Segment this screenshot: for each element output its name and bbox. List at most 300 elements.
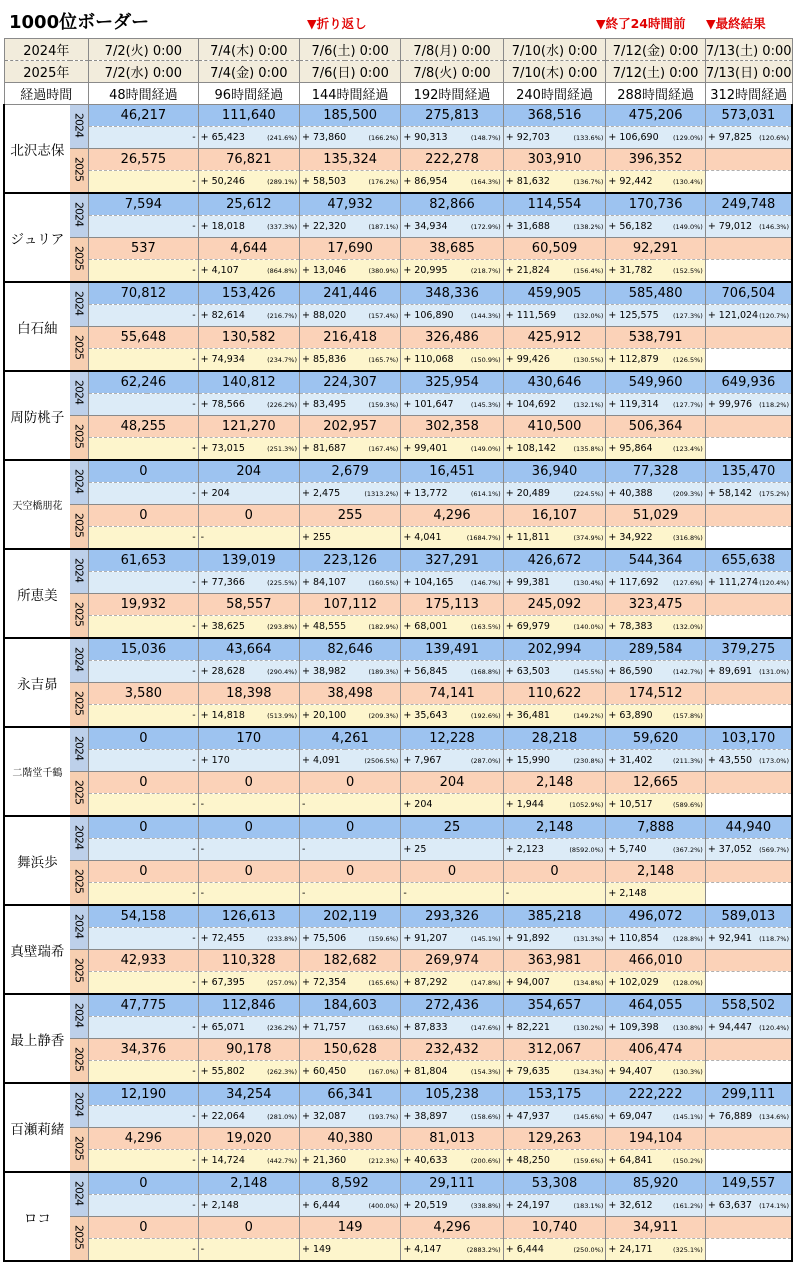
delta-content [302, 438, 398, 459]
delta-cell [606, 972, 705, 995]
delta-content [506, 216, 604, 237]
value-cell: 368,516 [503, 105, 606, 127]
delta-cell [198, 750, 299, 772]
delta-cell [705, 705, 792, 728]
value-cell: 354,657 [503, 994, 606, 1017]
delta-cell [299, 750, 400, 772]
delta-percent: (127.7%) [672, 400, 703, 409]
delta-row [4, 216, 792, 238]
delta-content [608, 527, 702, 548]
value-cell [705, 1217, 792, 1239]
delta-content [708, 1106, 789, 1127]
delta-amount: + 14,724 [200, 1155, 245, 1166]
value-cell: 105,238 [401, 1083, 503, 1106]
delta-dash: - [192, 710, 196, 721]
delta-content [201, 705, 297, 726]
delta-content [506, 928, 604, 949]
delta-amount: + 82,221 [505, 1022, 550, 1033]
delta-amount: + 21,824 [505, 265, 550, 276]
delta-cell [299, 972, 400, 995]
delta-row [4, 928, 792, 950]
value-cell: 3,580 [89, 683, 199, 705]
delta-cell [198, 572, 299, 594]
delta-content [302, 794, 398, 815]
value-cell: 44,940 [705, 816, 792, 839]
value-cell: 170 [198, 727, 299, 750]
delta-cell [89, 750, 199, 772]
delta-percent: (287.0%) [470, 756, 501, 765]
delta-cell [705, 349, 792, 372]
delta-content [91, 1061, 196, 1082]
year-text: 2024 [72, 291, 86, 315]
delta-content [608, 616, 702, 637]
delta-amount: + 58,142 [707, 488, 753, 499]
value-cell: 107,112 [299, 594, 400, 616]
delta-dash: - [192, 888, 196, 899]
delta-cell [401, 1239, 503, 1262]
delta-content [608, 483, 702, 504]
delta-cell [89, 1061, 199, 1084]
delta-percent: (131.0%) [759, 667, 789, 676]
delta-content [201, 1150, 297, 1171]
delta-amount: + 56,845 [403, 666, 448, 677]
value-cell: 379,275 [705, 638, 792, 661]
value-cell: 706,504 [705, 282, 792, 305]
delta-amount: + 204 [200, 488, 230, 499]
delta-amount: + 73,860 [301, 132, 347, 143]
header-cell: 7/10(水) 0:00 [503, 39, 606, 61]
delta-content [403, 1106, 500, 1127]
delta-cell [606, 527, 705, 550]
delta-percent: (224.5%) [573, 489, 604, 498]
delta-content [91, 349, 196, 370]
delta-content [506, 1150, 604, 1171]
row-label: 経過時間 [4, 83, 89, 105]
year-label [70, 549, 89, 594]
idol-name: 真壁瑞希 [4, 905, 70, 994]
value-cell: 506,364 [606, 416, 705, 438]
delta-amount: + 86,954 [403, 176, 448, 187]
value-cell: 46,217 [89, 105, 199, 127]
delta-cell [606, 616, 705, 639]
delta-percent: (8592.0%) [569, 845, 604, 854]
delta-content [302, 127, 398, 148]
delta-content [708, 572, 789, 593]
delta-percent: (167.4%) [368, 444, 399, 453]
delta-content [201, 1195, 297, 1216]
value-cell: 54,158 [89, 905, 199, 928]
delta-amount: + 4,107 [200, 265, 239, 276]
delta-amount: + 25 [403, 844, 427, 855]
value-cell: 36,940 [503, 460, 606, 483]
delta-percent: (589.6%) [672, 800, 703, 809]
value-cell: 34,376 [89, 1039, 199, 1061]
delta-amount: + 99,426 [505, 354, 550, 365]
delta-percent: (174.1%) [759, 1201, 789, 1210]
delta-content [403, 394, 500, 415]
delta-content [506, 394, 604, 415]
delta-content [91, 839, 196, 860]
delta-percent: (380.9%) [368, 266, 399, 275]
value-cell: 194,104 [606, 1128, 705, 1150]
value-cell: 47,775 [89, 994, 199, 1017]
delta-amount: + 31,782 [608, 265, 653, 276]
row-label: 2024年 [4, 39, 89, 61]
delta-content [91, 616, 196, 637]
delta-cell [89, 572, 199, 594]
delta-amount: + 38,982 [301, 666, 347, 677]
delta-content [708, 171, 789, 192]
header-row-elapsed [4, 83, 792, 105]
value-cell: 426,672 [503, 549, 606, 572]
delta-amount: + 95,864 [608, 443, 653, 454]
delta-cell [89, 1150, 199, 1173]
delta-content [201, 171, 297, 192]
year-text: 2024 [72, 1092, 86, 1116]
delta-row [4, 438, 792, 461]
delta-content [403, 750, 500, 771]
delta-percent: (150.9%) [470, 355, 501, 364]
delta-cell [606, 483, 705, 505]
delta-amount: + 110,068 [403, 354, 454, 365]
delta-percent: (136.7%) [573, 177, 604, 186]
delta-amount: + 74,934 [200, 354, 245, 365]
delta-percent: (209.3%) [672, 489, 703, 498]
delta-cell [705, 616, 792, 639]
delta-cell [299, 260, 400, 283]
delta-row [4, 483, 792, 505]
header-cell: 7/2(水) 0:00 [89, 61, 199, 83]
delta-percent: (614.1%) [470, 489, 501, 498]
delta-content [403, 1017, 500, 1038]
delta-row [4, 661, 792, 683]
delta-amount: + 50,246 [200, 176, 245, 187]
delta-cell [198, 1195, 299, 1217]
value-cell: 549,960 [606, 371, 705, 394]
year-label [70, 594, 89, 639]
delta-cell [89, 883, 199, 906]
year-label [70, 1172, 89, 1217]
value-cell: 25 [401, 816, 503, 839]
header-cell: 7/13(土) 0:00 [705, 39, 792, 61]
delta-percent: (130.4%) [573, 578, 604, 587]
delta-amount: + 20,995 [403, 265, 448, 276]
delta-cell [89, 1106, 199, 1128]
value-cell: 62,246 [89, 371, 199, 394]
delta-content [91, 572, 196, 593]
delta-percent: (130.4%) [672, 177, 703, 186]
delta-content [91, 794, 196, 815]
delta-cell [401, 794, 503, 817]
delta-percent: (145.3%) [470, 400, 501, 409]
delta-content [608, 216, 702, 237]
delta-cell [503, 1150, 606, 1173]
delta-percent: (212.3%) [368, 1156, 399, 1165]
value-cell: 363,981 [503, 950, 606, 972]
delta-amount: + 65,071 [200, 1022, 245, 1033]
delta-amount: + 65,423 [200, 132, 245, 143]
delta-amount: + 55,802 [200, 1066, 245, 1077]
delta-amount: + 14,818 [200, 710, 245, 721]
delta-percent: (159.6%) [368, 934, 399, 943]
delta-content [608, 883, 702, 904]
delta-amount: + 38,625 [200, 621, 245, 632]
delta-amount: + 13,772 [403, 488, 448, 499]
year-label [70, 105, 89, 149]
header-cell: 7/6(日) 0:00 [299, 61, 400, 83]
delta-amount: + 94,447 [707, 1022, 753, 1033]
delta-cell [705, 661, 792, 683]
delta-content [708, 1239, 789, 1260]
delta-content [201, 750, 297, 771]
delta-percent: (120.4%) [759, 578, 789, 587]
value-cell: 129,263 [503, 1128, 606, 1150]
delta-amount: + 43,550 [707, 755, 753, 766]
delta-cell [503, 1106, 606, 1128]
delta-content [608, 1106, 702, 1127]
value-row [4, 1083, 792, 1106]
value-cell: 0 [89, 1172, 199, 1195]
delta-cell [401, 171, 503, 194]
delta-content [608, 1150, 702, 1171]
delta-percent: (257.0%) [267, 978, 297, 987]
delta-percent: (290.4%) [267, 667, 297, 676]
delta-percent: (230.8%) [573, 756, 604, 765]
year-text: 2025 [72, 335, 86, 359]
value-cell: 60,509 [503, 238, 606, 260]
delta-content [403, 260, 500, 281]
delta-amount: + 112,879 [608, 354, 659, 365]
delta-cell [401, 349, 503, 372]
delta-content [302, 705, 398, 726]
delta-amount: - [301, 888, 306, 899]
year-text: 2025 [72, 424, 86, 448]
delta-percent: (250.0%) [573, 1245, 604, 1254]
delta-content [708, 127, 789, 148]
delta-percent: (442.7%) [267, 1156, 297, 1165]
value-cell: 92,291 [606, 238, 705, 260]
year-label [70, 1128, 89, 1173]
delta-content [302, 260, 398, 281]
delta-percent: (132.0%) [573, 311, 604, 320]
delta-cell [89, 972, 199, 995]
value-cell: 153,175 [503, 1083, 606, 1106]
delta-amount: + 21,360 [301, 1155, 347, 1166]
header-cell: 7/4(金) 0:00 [198, 61, 299, 83]
delta-cell [89, 349, 199, 372]
year-text: 2025 [72, 246, 86, 270]
delta-cell [606, 216, 705, 238]
value-row [4, 905, 792, 928]
delta-content [201, 616, 297, 637]
delta-content [608, 127, 702, 148]
delta-percent: (156.4%) [573, 266, 604, 275]
delta-dash: - [192, 1155, 196, 1166]
value-cell: 4,296 [401, 505, 503, 527]
delta-cell [705, 527, 792, 550]
delta-content [91, 972, 196, 993]
delta-cell [401, 661, 503, 683]
value-cell: 293,326 [401, 905, 503, 928]
delta-amount: + 121,024 [707, 310, 759, 321]
value-row [4, 327, 792, 349]
delta-content [708, 616, 789, 637]
delta-dash: - [192, 399, 196, 410]
delta-content [506, 616, 604, 637]
delta-cell [503, 972, 606, 995]
delta-content [403, 349, 500, 370]
delta-content [708, 839, 789, 860]
delta-cell [89, 839, 199, 861]
delta-content [403, 305, 500, 326]
delta-amount: + 4,147 [403, 1244, 442, 1255]
delta-amount: + 76,889 [707, 1111, 753, 1122]
delta-percent: (157.8%) [672, 711, 703, 720]
value-cell [705, 950, 792, 972]
delta-content [506, 572, 604, 593]
delta-content [506, 527, 604, 548]
value-cell: 182,682 [299, 950, 400, 972]
delta-percent: (150.2%) [672, 1156, 703, 1165]
delta-amount: + 63,637 [707, 1200, 753, 1211]
delta-content [708, 794, 789, 815]
delta-amount: + 72,354 [301, 977, 347, 988]
delta-content [708, 705, 789, 726]
delta-content [708, 483, 789, 504]
delta-percent: (192.6%) [470, 711, 501, 720]
value-cell: 110,622 [503, 683, 606, 705]
delta-content [403, 883, 500, 904]
delta-cell [198, 216, 299, 238]
delta-cell [606, 305, 705, 327]
delta-percent: (1684.7%) [466, 533, 501, 542]
delta-amount: + 72,455 [200, 933, 245, 944]
value-cell: 130,582 [198, 327, 299, 349]
delta-cell [89, 394, 199, 416]
value-cell [705, 238, 792, 260]
delta-content [608, 438, 702, 459]
delta-amount: + 87,833 [403, 1022, 448, 1033]
delta-row [4, 972, 792, 995]
value-cell: 170,736 [606, 193, 705, 216]
value-cell: 135,324 [299, 149, 400, 171]
value-cell: 81,013 [401, 1128, 503, 1150]
delta-percent: (864.8%) [267, 266, 297, 275]
delta-percent: (165.7%) [368, 355, 399, 364]
delta-dash: - [192, 532, 196, 543]
value-cell: 43,664 [198, 638, 299, 661]
delta-cell [299, 127, 400, 149]
delta-percent: (131.3%) [573, 934, 604, 943]
border-table [3, 38, 793, 1262]
value-cell: 18,398 [198, 683, 299, 705]
delta-amount: + 149 [301, 1244, 332, 1255]
delta-content [608, 705, 702, 726]
delta-row [4, 616, 792, 639]
year-text: 2025 [72, 780, 86, 804]
delta-percent: (234.7%) [267, 355, 297, 364]
delta-content [608, 1195, 702, 1216]
delta-percent: (147.6%) [470, 1023, 501, 1032]
delta-row [4, 1017, 792, 1039]
delta-cell [89, 661, 199, 683]
value-cell: 406,474 [606, 1039, 705, 1061]
delta-content [201, 839, 297, 860]
delta-cell [705, 171, 792, 194]
delta-cell [198, 483, 299, 505]
year-label [70, 1083, 89, 1128]
delta-percent: (145.5%) [573, 667, 604, 676]
delta-content [708, 928, 789, 949]
value-cell: 4,261 [299, 727, 400, 750]
page-header [0, 0, 793, 36]
value-cell [705, 327, 792, 349]
value-cell: 51,029 [606, 505, 705, 527]
delta-row [4, 1106, 792, 1128]
idol-name: 天空橋朋花 [4, 460, 70, 549]
delta-dash: - [192, 977, 196, 988]
value-cell: 216,418 [299, 327, 400, 349]
delta-content [302, 1017, 398, 1038]
delta-amount: - [200, 844, 205, 855]
delta-content [708, 1150, 789, 1171]
delta-cell [705, 794, 792, 817]
delta-content [403, 794, 500, 815]
delta-content [708, 527, 789, 548]
delta-cell [89, 1239, 199, 1262]
delta-amount: + 4,041 [403, 532, 442, 543]
delta-cell [705, 394, 792, 416]
value-cell [705, 505, 792, 527]
delta-percent: (161.2%) [672, 1201, 703, 1210]
delta-content [403, 705, 500, 726]
year-label [70, 238, 89, 283]
delta-cell [299, 171, 400, 194]
delta-content [608, 260, 702, 281]
delta-content [201, 349, 297, 370]
delta-percent: (133.6%) [573, 133, 604, 142]
value-row [4, 994, 792, 1017]
header-cell: 48時間経過 [89, 83, 199, 105]
delta-content [201, 794, 297, 815]
delta-cell [299, 483, 400, 505]
delta-cell [89, 794, 199, 817]
delta-percent: (218.7%) [470, 266, 501, 275]
delta-amount: + 85,836 [301, 354, 347, 365]
delta-percent: (338.8%) [470, 1201, 501, 1210]
value-cell: 121,270 [198, 416, 299, 438]
delta-cell [401, 750, 503, 772]
delta-amount: + 87,292 [403, 977, 448, 988]
year-text: 2025 [72, 513, 86, 537]
delta-amount: - [200, 799, 205, 810]
delta-percent: (145.1%) [470, 934, 501, 943]
delta-content [403, 1061, 500, 1082]
delta-cell [401, 839, 503, 861]
delta-percent: (144.3%) [470, 311, 501, 320]
year-label [70, 505, 89, 550]
year-label [70, 1039, 89, 1084]
delta-cell [503, 483, 606, 505]
value-row [4, 238, 792, 260]
value-row [4, 505, 792, 527]
value-cell: 0 [198, 861, 299, 883]
value-cell: 139,491 [401, 638, 503, 661]
value-cell: 25,612 [198, 193, 299, 216]
delta-percent: (337.3%) [267, 222, 297, 231]
delta-cell [401, 216, 503, 238]
value-cell: 184,603 [299, 994, 400, 1017]
